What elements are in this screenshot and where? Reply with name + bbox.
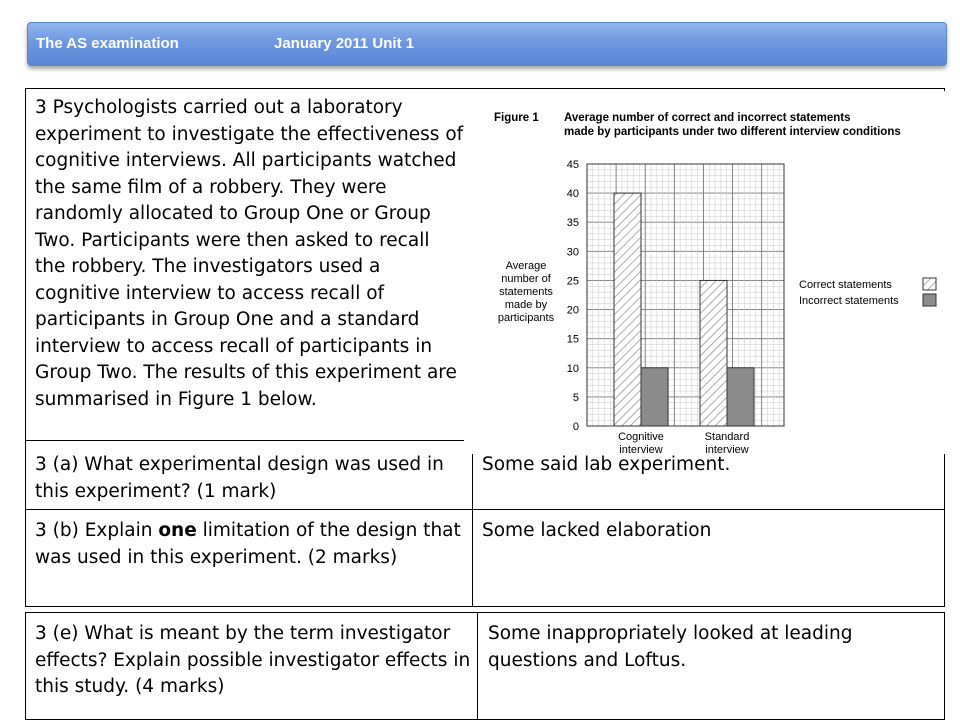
y-tick-label: 25 <box>566 275 579 288</box>
figure-1-chart <box>464 91 949 454</box>
y-axis-label-line: statements <box>499 286 553 298</box>
table-row-divider <box>25 509 945 510</box>
y-tick-label: 15 <box>566 333 579 346</box>
table-column-divider <box>472 440 473 607</box>
question-3-stem: 3 Psychologists carried out a laboratory experiment to investigate the effectiveness of cognitive interviews. All participants watched the same film of a robbery. They were randomly allocated to Group One or Group Two. Participants were then asked to recall the robbery. The investigators used a cognitive interview to access recall of participants in Group One and a standard interview to access recall of participants in Group Two. The results of this experiment are summarised in Figure 1 below. <box>35 97 464 410</box>
question-3a-text: 3 (a) What experimental design was used in this experiment? (1 mark) <box>35 454 444 502</box>
y-tick-label: 10 <box>566 362 579 375</box>
exam-title: The AS examination <box>36 35 179 52</box>
y-tick-label: 5 <box>572 391 579 404</box>
question-3e-text: 3 (e) What is meant by the term investigator effects? Explain possible investigator effects in this study. (4 marks) <box>35 623 471 697</box>
bar-correct-statements <box>614 193 641 426</box>
exam-session: January 2011 Unit 1 <box>274 35 415 52</box>
legend-swatch <box>923 294 936 306</box>
figure-label: Figure 1 <box>494 112 539 124</box>
y-tick-labels <box>567 159 579 433</box>
legend-label: Incorrect statements <box>799 295 899 307</box>
y-tick-label: 45 <box>566 159 579 171</box>
y-axis-label-line: made by <box>504 299 548 311</box>
legend-label: Correct statements <box>799 279 892 291</box>
question-3b-text <box>35 518 470 571</box>
x-category-label: Standard <box>704 431 750 443</box>
y-tick-label: 0 <box>572 421 579 433</box>
y-tick-label: 30 <box>566 246 579 259</box>
q3b-text-end: limitation of the design that was used in this experiment. (2 marks) <box>35 520 461 568</box>
question-3a-comment: Some said lab experiment. <box>482 454 731 475</box>
x-category-label: interview <box>619 444 663 454</box>
y-axis-label-line: number of <box>501 273 551 285</box>
chart-legend <box>799 278 936 307</box>
figure-title-line: Average number of correct and incorrect statements <box>564 112 851 124</box>
bar-correct-statements <box>700 280 727 426</box>
y-tick-label: 20 <box>566 304 579 317</box>
question-3e-comment: Some inappropriately looked at leading questions and Loftus. <box>488 623 853 671</box>
y-tick-label: 40 <box>566 188 579 201</box>
question-3b-comment: Some lacked elaboration <box>482 520 712 541</box>
bar-incorrect-statements <box>641 368 668 426</box>
table-column-divider <box>477 612 478 720</box>
y-tick-label: 35 <box>566 217 579 230</box>
figure-title <box>564 112 901 138</box>
q3b-text-start: 3 (b) Explain <box>35 520 159 541</box>
figure-1 <box>464 91 949 454</box>
y-axis-label-line: participants <box>497 312 555 324</box>
x-category-label: interview <box>705 444 749 454</box>
legend-swatch <box>923 278 936 290</box>
x-category-labels <box>618 431 749 454</box>
y-axis-label-line: Average <box>505 260 547 272</box>
q3b-emphasis: one <box>158 520 197 541</box>
y-axis-label <box>498 260 555 324</box>
bar-incorrect-statements <box>727 368 754 426</box>
x-category-label: Cognitive <box>618 431 664 443</box>
title-bar <box>27 22 947 66</box>
figure-title-line: made by participants under two different interview conditions <box>564 126 901 138</box>
